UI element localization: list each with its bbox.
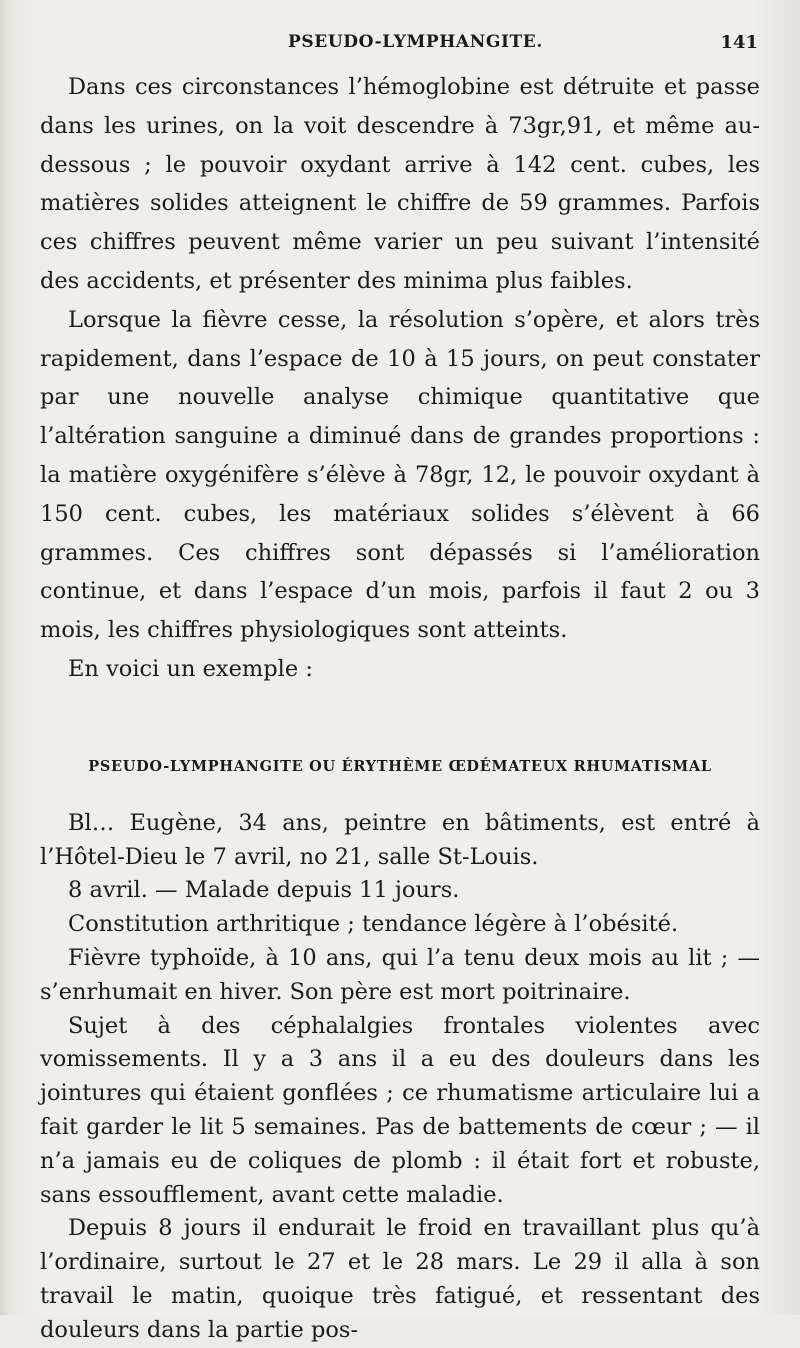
- case-paragraph-constitution: Constitution arthritique ; tendance légère à l’obésité.: [68, 911, 679, 938]
- case-paragraph-symptoms: Sujet à des céphalalgies frontales violentes avec vomissements. Il y a 3 ans il a eu des douleurs dans les jointures qui étaient gonflées ; ce rhumatisme articulaire lui a fait garder le lit 5 semaines. Pas de battements de cœur ; — il n’a jamais eu de coliques de plomb : il était fort et robuste, sans essoufflement, avant cette maladie.: [40, 1012, 760, 1208]
- case-paragraph-history: Fièvre typhoïde, à 10 ans, qui l’a tenu deux mois au lit ; — s’enrhumait en hiver. Son père est mort poitrinaire.: [40, 944, 760, 1005]
- paragraph-example-intro: En voici un exemple :: [68, 655, 313, 682]
- page-body: [40, 68, 760, 1348]
- page-header: [40, 32, 760, 56]
- page-edge-shadow: [0, 0, 10, 1315]
- section-gap: [40, 689, 760, 755]
- case-paragraph-date: 8 avril. — Malade depuis 11 jours.: [68, 877, 460, 904]
- page-number: 141: [720, 32, 758, 53]
- section-title: PSEUDO-LYMPHANGITE OU ÉRYTHÈME ŒDÉMATEUX RHUMATISMAL: [88, 757, 712, 775]
- case-paragraph-patient: Bl… Eugène, 34 ans, peintre en bâtiments, est entré à l’Hôtel-Dieu le 7 avril, no 21, salle St-Louis.: [40, 809, 760, 870]
- case-paragraph-onset: Depuis 8 jours il endurait le froid en travaillant plus qu’à l’ordinaire, surtout le 27 et le 28 mars. Le 29 il alla à son travail le matin, quoique très fatigué, et ressentant des douleurs dans la partie pos-: [40, 1215, 760, 1343]
- running-title: PSEUDO-LYMPHANGITE.: [288, 32, 543, 52]
- paragraph-resolution: Lorsque la fièvre cesse, la résolution s’opère, et alors très rapidement, dans l’espace de 10 à 15 jours, on peut constater par une nouvelle analyse chimique quantitative que l’altération sanguine a diminué dans de grandes proportions : la matière oxygénifère s’élève à 78gr, 12, le pouvoir oxydant à 150 cent. cubes, les matériaux solides s’élèvent à 66 grammes. Ces chiffres sont dépassés si l’amélioration continue, et dans l’espace d’un mois, parfois il faut 2 ou 3 mois, les chiffres physiologiques sont atteints.: [40, 306, 760, 644]
- case-report: [40, 807, 760, 1348]
- paragraph-hemoglobin: Dans ces circonstances l’hémoglobine est détruite et passe dans les urines, on la voit descendre à 73gr,91, et même au-dessous ; le pouvoir oxydant arrive à 142 cent. cubes, les matières solides atteignent le chiffre de 59 grammes. Parfois ces chiffres peuvent même varier un peu suivant l’intensité des accidents, et présenter des minima plus faibles.: [40, 74, 760, 294]
